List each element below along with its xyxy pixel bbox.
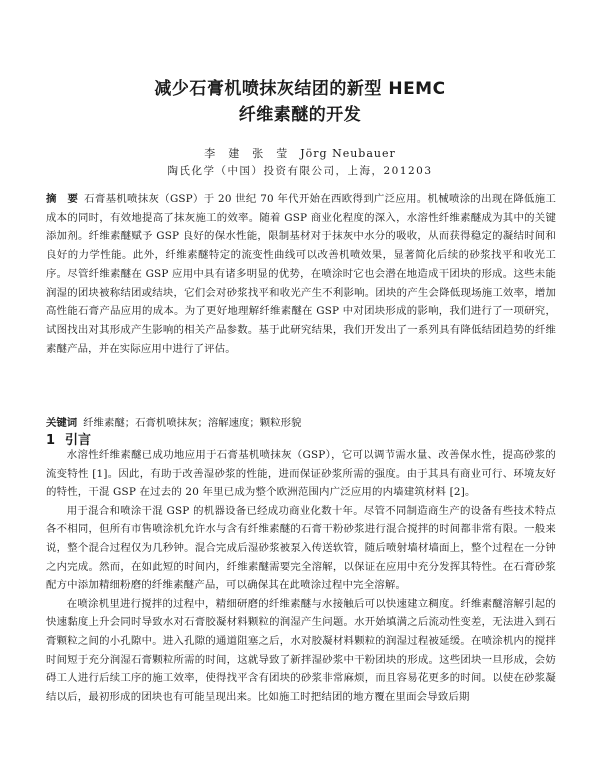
body-paragraph-1: 水溶性纤维素醚已成功地应用于石膏基机喷抹灰（GSP），它可以调节需水量、改善保水性，提高砂浆的流变特性 [1]。因此，有助于改善湿砂浆的性能，进而保证砂浆所需的强度。由于其具有商业可行、环境友好的特性，干混 GSP 在过去的 20 年里已成为整个欧洲范围内广泛应用的内墙建筑材料 [2]。: [46, 449, 556, 499]
paper-title-line2: 纤维素醚的开发: [238, 105, 362, 125]
keywords: [46, 414, 556, 429]
paper-title-line1: 减少石膏机喷抹灰结团的新型 HEMC: [154, 79, 446, 99]
keywords-text: 纤维素醚；石膏机喷抹灰；溶解速度；颗粒形貌: [83, 417, 302, 429]
author-list: 李 建 张 莹 Jörg Neubauer: [204, 147, 396, 160]
body-paragraph-2: 用于混合和喷涂干混 GSP 的机器设备已经成功商业化数十年。尽管不同制造商生产的设备有些技术特点各不相同，但所有市售喷涂机允许水与含有纤维素醚的石膏干粉砂浆进行混合搅拌的时间都非常有限。一般来说，整个混合过程仅为几秒钟。混合完成后湿砂浆被泵入传送软管，随后喷射墙材墙面上，整个过程在一分钟之内完成。然而，在如此短的时间内，纤维素醚需要完全溶解，以保证在应用中充分发挥其特性。在石膏砂浆配方中添加精细粉磨的纤维素醚产品，可以确保其在此喷涂过程中完全溶解。: [46, 504, 556, 592]
section-title: 引言: [65, 433, 92, 448]
body-text: [46, 446, 556, 706]
abstract: [46, 190, 556, 358]
keywords-label: 关键词: [46, 417, 78, 429]
abstract-label: 摘 要: [46, 193, 79, 205]
body-paragraph-3: 在喷涂机里进行搅拌的过程中，精细研磨的纤维素醚与水接触后可以快速建立稠度。纤维素醚溶解引起的快速黏度上升会同时导致水对石膏胶凝材料颗粒的润湿产生问题。水开始填满之后流动性变差，无法进入到石膏颗粒之间的小孔隙中。进入孔隙的通道阻塞之后，水对胶凝材料颗粒的润湿过程被延缓。在喷涂机内的搅拌时间短于充分润湿石膏颗粒所需的时间，这就导致了新拌湿砂浆中干粉团块的形成。这些团块一旦形成，会妨碍工人进行后续工序的施工效率，使得找平含有团块的砂浆非常麻烦，而且容易花更多的时间。以使在砂浆凝结以后，最初形成的团块也有可能呈现出来。比如施工时把结团的地方覆在里面会导致后期: [46, 597, 556, 703]
abstract-text: 石膏基机喷抹灰（GSP）于 20 世纪 70 年代开始在西欧得到广泛应用。机械喷涂的出现在降低施工成本的同时，有效地提高了抹灰施工的效率。随着 GSP 商业化程度的深入，水溶性纤维素醚成为其中的关键添加剂。纤维素醚赋予 GSP 良好的保水性能，限制基材对于抹灰中水分的吸收，从而获得稳定的凝结时间和良好的力学性能。此外，纤维素醚特定的流变性曲线可以改善机喷效果，显著简化后续的砂浆找平和收光工序。尽管纤维素醚在 GSP 应用中具有诸多明显的优势，在喷涂时它也会潜在地造成干团块的形成。这些未能润湿的团块被称结团或结块，它们会对砂浆找平和收光产生不利影响。团块的产生会降低现场施工效率，增加高性能石膏产品应用的成本。为了更好地理解纤维素醚在 GSP 中对团块形成的影响，我们进行了一项研究，试图找出对其形成产生影响的相关产品参数。基于此研究结果，我们开发出了一系列具有降低结团趋势的纤维素醚产品，并在实际应用中进行了评估。: [46, 193, 556, 355]
section-number: 1: [46, 433, 56, 448]
affiliation: 陶氏化学（中国）投资有限公司，上海，201203: [167, 165, 433, 177]
